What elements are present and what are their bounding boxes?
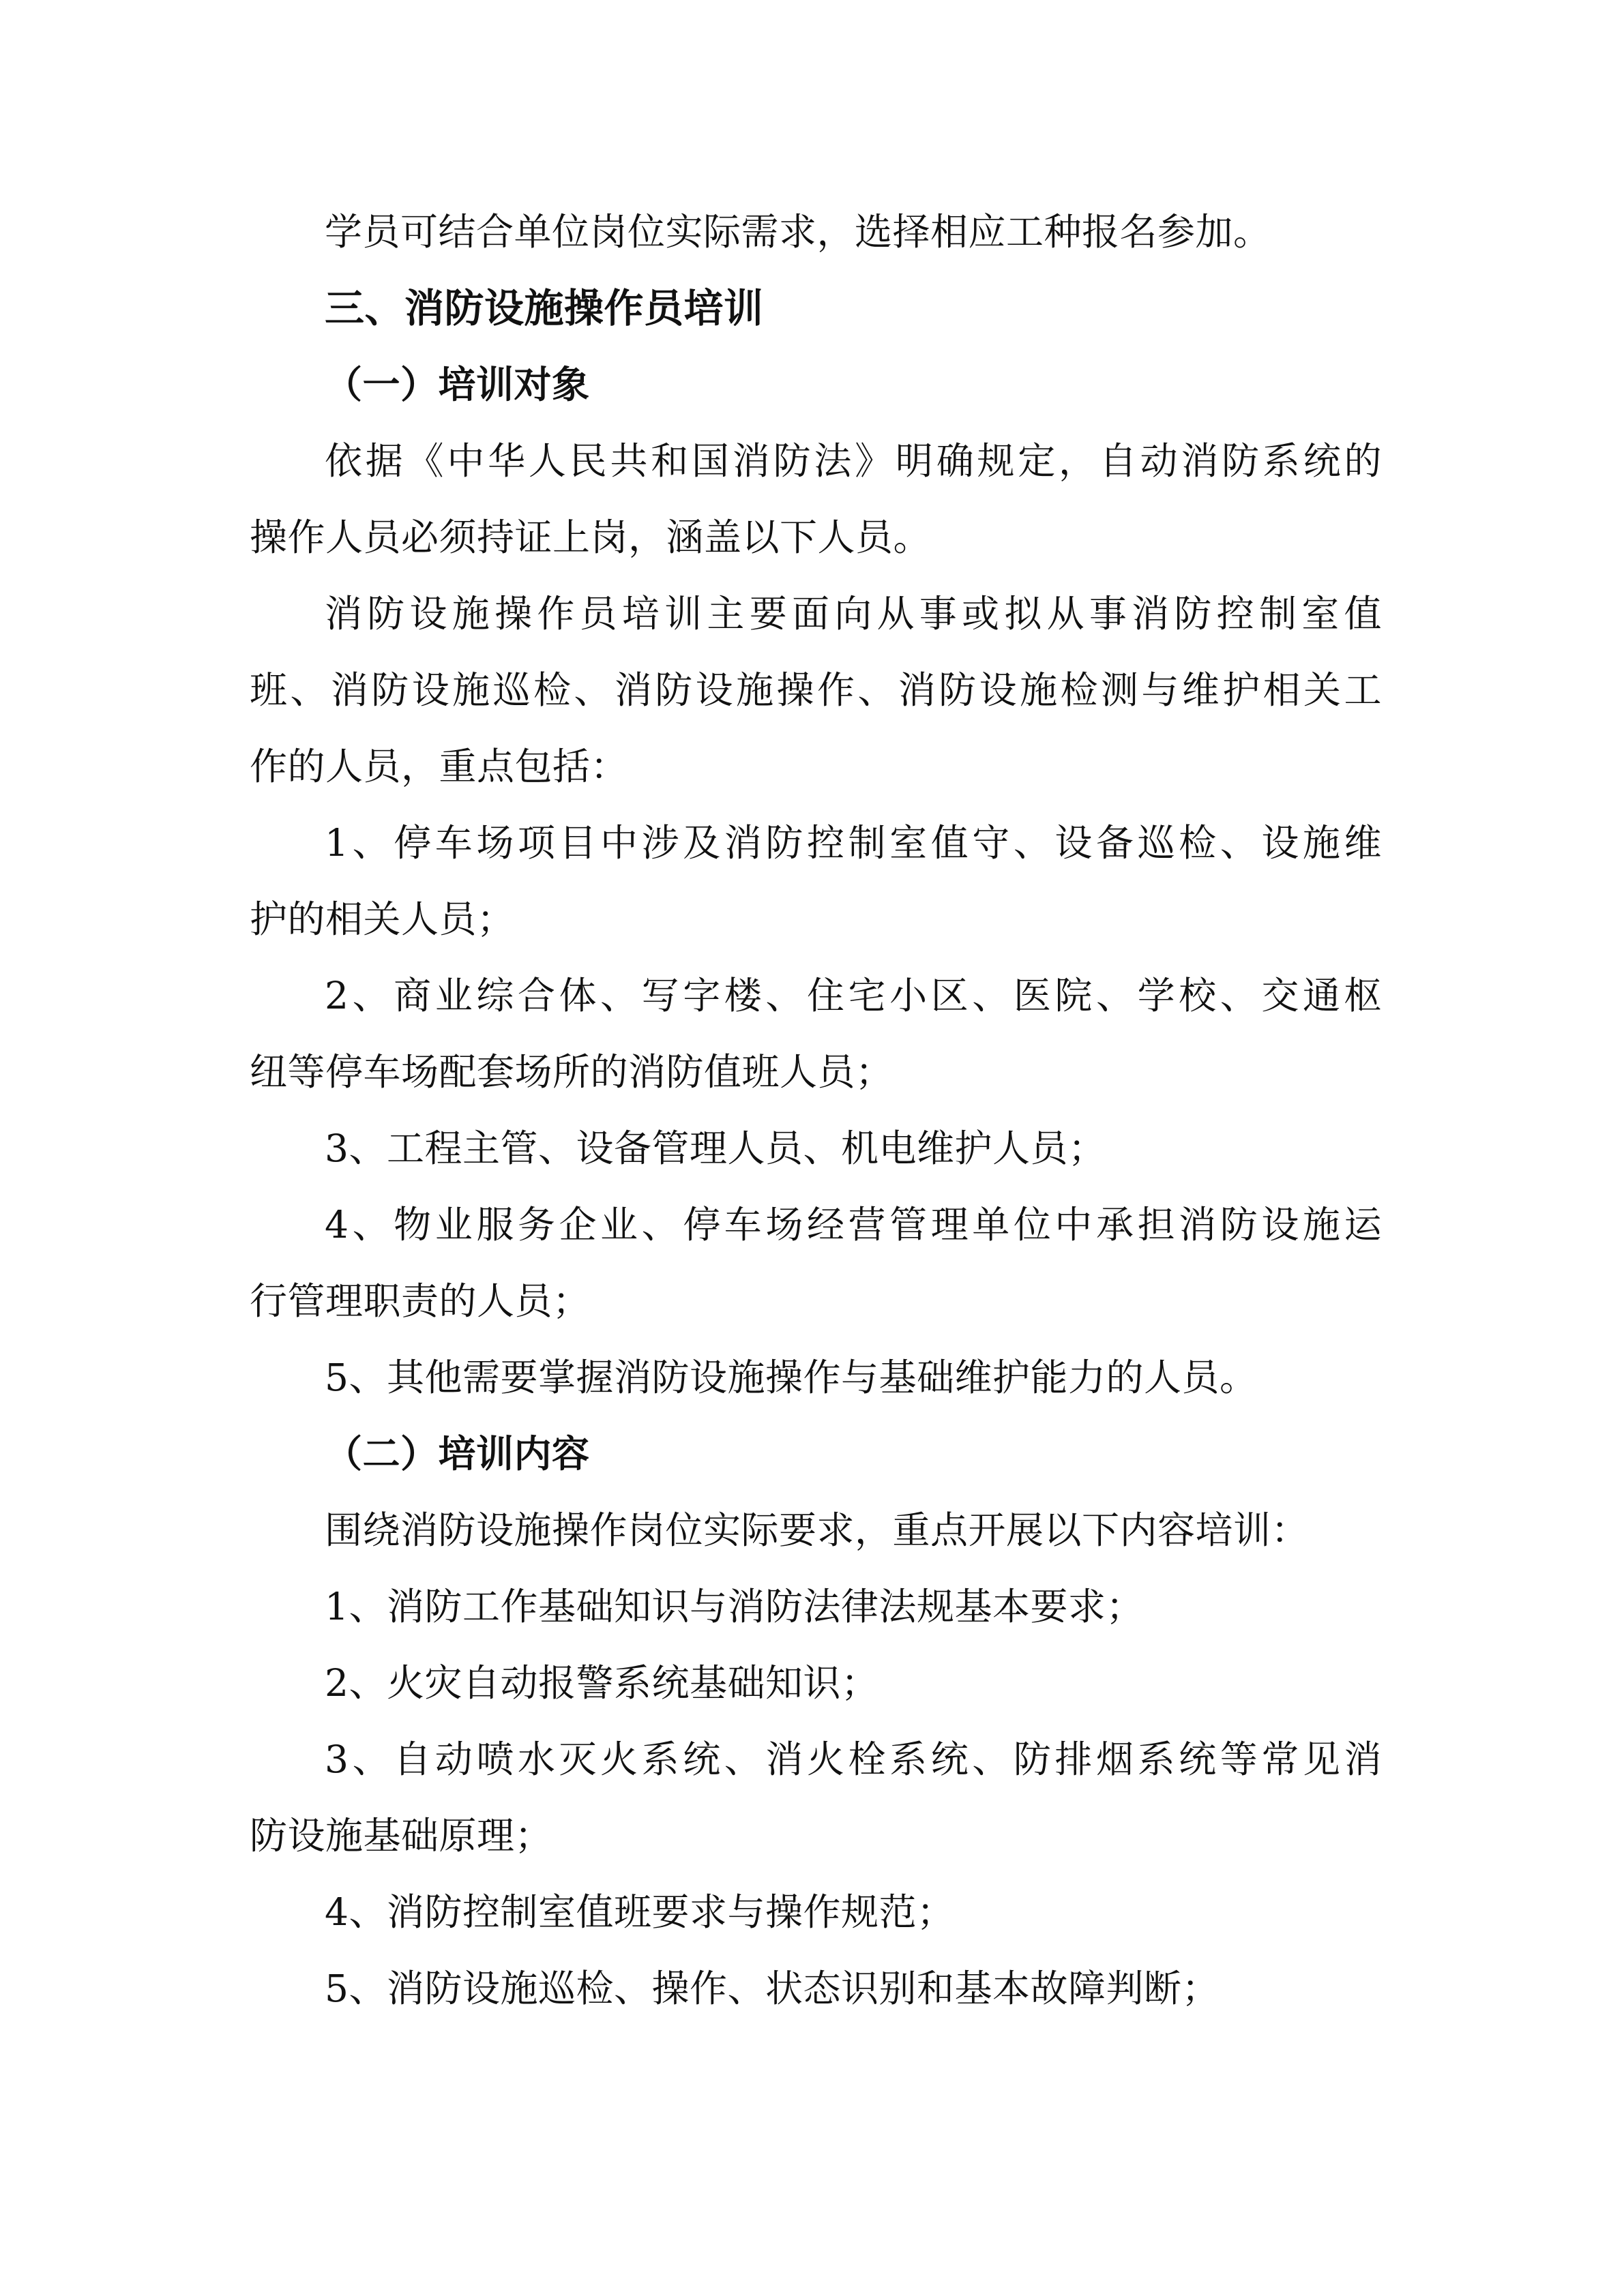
list-item-line: 护的相关人员； bbox=[250, 897, 515, 941]
list-item-line: 5、其他需要掌握消防设施操作与基础维护能力的人员。 bbox=[325, 1356, 1258, 1399]
list-item-line: 行管理职责的人员； bbox=[250, 1279, 591, 1323]
section-heading: 三、消防设施操作员培训 bbox=[325, 285, 764, 331]
paragraph-line: 作的人员，重点包括： bbox=[250, 745, 629, 788]
list-item-line: 1、消防工作基础知识与消防法律法规基本要求； bbox=[325, 1585, 1144, 1628]
list-item-line: 2、商业综合体、写字楼、住宅小区、医院、学校、交通枢 bbox=[325, 974, 1382, 1017]
list-item-line: 3、工程主管、设备管理人员、机电维护人员； bbox=[325, 1127, 1106, 1170]
subsection-heading: （一）培训对象 bbox=[325, 363, 590, 406]
list-item-line: 4、消防控制室值班要求与操作规范； bbox=[325, 1890, 955, 1934]
list-item-line: 纽等停车场配套场所的消防值班人员； bbox=[250, 1050, 894, 1094]
paragraph-line: 围绕消防设施操作岗位实际要求，重点开展以下内容培训： bbox=[325, 1508, 1310, 1552]
paragraph-line: 操作人员必须持证上岗，涵盖以下人员。 bbox=[250, 516, 932, 559]
list-item-line: 4、物业服务企业、停车场经营管理单位中承担消防设施运 bbox=[325, 1203, 1382, 1247]
document-body bbox=[250, 194, 1382, 2027]
list-item-line: 2、火灾自动报警系统基础知识； bbox=[325, 1661, 879, 1705]
list-item-line: 5、消防设施巡检、操作、状态识别和基本故障判断； bbox=[325, 1967, 1220, 2010]
paragraph-line: 依据《中华人民共和国消防法》明确规定，自动消防系统的 bbox=[325, 439, 1382, 483]
paragraph-line: 班、消防设施巡检、消防设施操作、消防设施检测与维护相关工 bbox=[250, 668, 1382, 712]
list-item-line: 3、自动喷水灭火系统、消火栓系统、防排烟系统等常见消 bbox=[325, 1738, 1382, 1781]
list-item-line: 防设施基础原理； bbox=[250, 1814, 553, 1858]
paragraph-line: 消防设施操作员培训主要面向从事或拟从事消防控制室值 bbox=[325, 592, 1382, 636]
list-item-line: 1、停车场项目中涉及消防控制室值守、设备巡检、设施维 bbox=[325, 821, 1382, 865]
subsection-heading: （二）培训内容 bbox=[325, 1432, 590, 1476]
paragraph-line: 学员可结合单位岗位实际需求，选择相应工种报名参加。 bbox=[325, 210, 1271, 254]
